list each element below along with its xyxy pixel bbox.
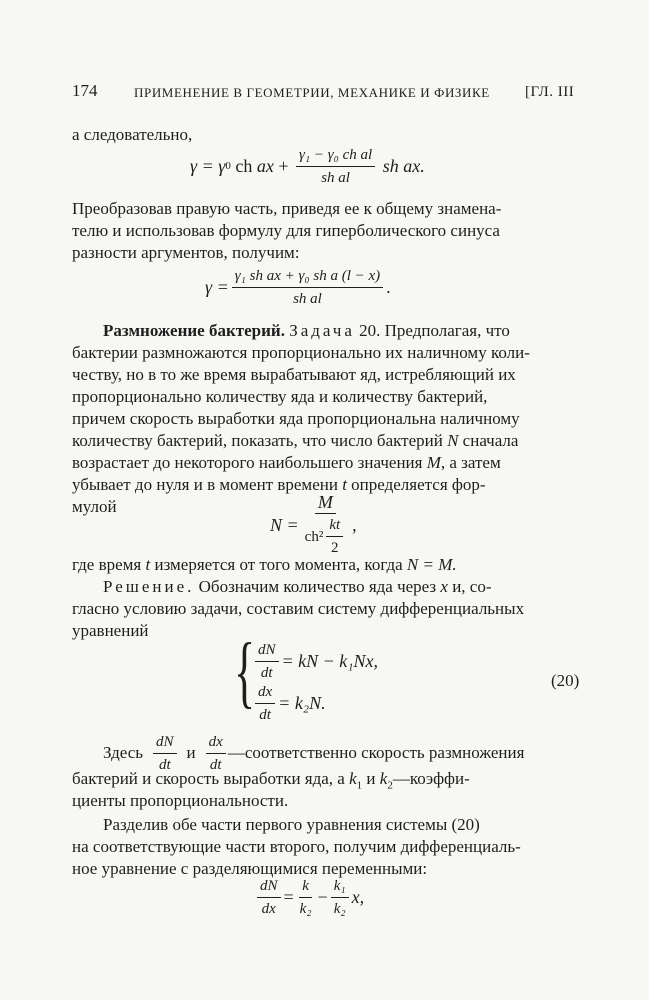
- intro-text: а следовательно,: [72, 125, 193, 144]
- p4-text-3: уравнений: [72, 621, 149, 640]
- f2-fraction: [232, 266, 383, 309]
- p2-text-6b: сначала: [462, 431, 519, 450]
- p6-line-3: [72, 858, 427, 881]
- p1-text-3: разности аргументов, получим:: [72, 243, 300, 262]
- p2-text-6a: количеству бактерий, показать, что число бактерий: [72, 431, 443, 450]
- f3-ch-squared: ch²: [304, 528, 324, 545]
- symbol-M: M: [426, 453, 441, 472]
- p4-text-1b: и, со-: [452, 577, 492, 596]
- symbol-t: t: [342, 475, 347, 494]
- sys2-num: dx: [255, 682, 275, 704]
- p2-line-9: [72, 496, 117, 519]
- p2-text-5: причем скорость выработки яда пропорциональна наличному: [72, 409, 520, 428]
- sys2-den: dt: [259, 707, 271, 723]
- p5-text-2b: и: [366, 769, 376, 788]
- f2-tail: .: [386, 277, 391, 298]
- p4-line-1: [103, 576, 492, 599]
- f5-equals: =: [283, 887, 294, 908]
- intro-line: [72, 124, 192, 147]
- f1-lhs: γ = γ: [190, 156, 226, 177]
- p6-line-2: [72, 836, 521, 859]
- f5-a-den: k₂: [299, 901, 312, 917]
- chapter-title: ПРИМЕНЕНИЕ В ГЕОМЕТРИИ, МЕХАНИКЕ И ФИЗИКЕ: [134, 85, 490, 100]
- f3-denominator: [302, 514, 349, 558]
- sys1-rhs: = kN − k₁Nx,: [281, 651, 379, 672]
- sys1-fraction: [255, 640, 279, 683]
- p2-line-4: [72, 386, 487, 409]
- p1-line-3: [72, 242, 300, 265]
- f1-plus: +: [273, 156, 293, 177]
- f1-denominator: sh al: [321, 170, 350, 186]
- symbol-N: N: [447, 431, 459, 450]
- p3-text-a: где время: [72, 555, 142, 574]
- p3-line: [72, 554, 457, 577]
- f2-denominator: sh al: [293, 291, 322, 307]
- p2-text-2: бактерии размножаются пропорционально их наличному коли-: [72, 343, 530, 362]
- task-label: Задача: [289, 321, 355, 340]
- f5-a-fraction: [297, 876, 315, 919]
- p4-line-2: [72, 598, 524, 621]
- p2-text-1: Предполагая, что: [384, 321, 510, 340]
- formula-gamma-1: [190, 145, 425, 188]
- f3-lhs: N =: [270, 514, 299, 535]
- p1-line-2: [72, 220, 500, 243]
- p2-text-7b: , а затем: [440, 453, 501, 472]
- f1-ch: ch: [230, 156, 257, 177]
- f5-tail: x,: [351, 887, 365, 908]
- f5-lhs-num: dN: [257, 876, 281, 898]
- p2-text-8b: определяется фор-: [351, 475, 486, 494]
- p2-text-4: пропорционально количеству яда и количеству бактерий,: [72, 387, 488, 406]
- system-eq-1: [252, 640, 378, 683]
- p5-line-3: [72, 790, 288, 813]
- p5-text-c: —соответственно скорость размножения: [227, 743, 525, 763]
- f2-numerator: γ₁ sh ax + γ₀ sh a (l − x): [232, 266, 383, 288]
- symbol-t-2: t: [145, 555, 151, 574]
- system-brace: {: [234, 628, 256, 716]
- f3-fraction: [302, 492, 349, 558]
- f1-sub: 0: [225, 160, 231, 173]
- k2-sub: 2: [387, 779, 393, 792]
- p6-text-1: Разделив обе части первого уравнения системы (20): [103, 815, 480, 834]
- solution-heading: Решение.: [103, 577, 195, 596]
- f2-lhs: γ =: [205, 277, 229, 298]
- f3-inner-fraction: [326, 515, 343, 558]
- p2-line-6: [72, 430, 518, 453]
- symbol-k1: k: [349, 769, 357, 788]
- p5-f1-den: dt: [158, 757, 171, 773]
- p5-text-2c: —коэффи-: [392, 769, 470, 788]
- f3-inner-num: kt: [326, 515, 343, 537]
- p2-text-9: мулой: [72, 497, 117, 516]
- f1-numerator: γ₁ − γ₀ ch al: [296, 145, 375, 167]
- f5-b-den: k₂: [333, 901, 346, 917]
- symbol-x: x: [440, 577, 448, 596]
- running-header: [72, 80, 592, 104]
- section-marker: [ГЛ. III: [525, 84, 575, 100]
- sys2-fraction: [255, 682, 275, 725]
- f3-inner-den: 2: [330, 540, 339, 556]
- k1-sub: 1: [356, 779, 363, 792]
- p5-text-b: и: [186, 743, 196, 763]
- p6-line-1: [103, 814, 480, 837]
- f5-lhs-den: dx: [261, 901, 276, 917]
- p1-line-1: [72, 198, 501, 221]
- section-heading-bacteria: Размножение бактерий.: [103, 321, 285, 340]
- p5-f1-num: dN: [153, 732, 177, 754]
- sys2-rhs: = k₂N.: [278, 693, 326, 714]
- f1-tail: sh ax.: [378, 156, 425, 177]
- p2-line-7: [72, 452, 501, 475]
- p4-text-2: гласно условию задачи, составим систему дифференциальных: [72, 599, 525, 618]
- p5-text-2a: бактерий и скорость выработки яда, а: [72, 769, 345, 788]
- f3-tail: ,: [352, 514, 357, 535]
- p5-text-3: циенты пропорциональности.: [72, 791, 289, 810]
- formula-dN-dx: [254, 876, 364, 919]
- f5-b-num: k₁: [331, 876, 349, 898]
- f5-lhs-fraction: [257, 876, 281, 919]
- p5-f2-den: dt: [209, 757, 222, 773]
- p2-line-5: [72, 408, 520, 431]
- p6-text-2: на соответствующие части второго, получим дифференциаль-: [72, 837, 521, 856]
- p2-line-3: [72, 364, 516, 387]
- sys1-num: dN: [255, 640, 279, 662]
- system-eq-2: [252, 682, 326, 725]
- f5-a-num: k: [299, 876, 312, 898]
- N-equals-M: N = M.: [406, 555, 457, 574]
- formula-N: [270, 492, 357, 558]
- f1-ax: ax: [256, 156, 274, 177]
- p2-text-3: честву, но в то же время вырабатывают яд, истребляющий их: [72, 365, 516, 384]
- p6-text-3: ное уравнение с разделяющимися переменными:: [72, 859, 428, 878]
- f1-fraction: [296, 145, 375, 188]
- symbol-k2: k: [379, 769, 388, 788]
- p1-text-1: Преобразовав правую часть, приведя ее к общему знамена-: [72, 199, 502, 218]
- task-number: 20.: [359, 321, 381, 340]
- p3-text-b: измеряется от того момента, когда: [154, 555, 403, 574]
- p2-text-7a: возрастает до некоторого наибольшего значения: [72, 453, 423, 472]
- p5-f2-num: dx: [206, 732, 226, 754]
- sys1-den: dt: [260, 665, 273, 681]
- formula-gamma-2: [205, 266, 391, 309]
- p2-line-1: [103, 320, 510, 343]
- p4-text-1a: Обозначим количество яда через: [198, 577, 437, 596]
- p5-text-a: Здесь: [103, 743, 144, 763]
- p4-line-3: [72, 620, 149, 643]
- p2-line-2: [72, 342, 530, 365]
- f5-minus: −: [317, 887, 328, 908]
- page-number: 174: [72, 81, 98, 100]
- f3-numerator: M: [315, 492, 336, 514]
- equation-number: (20): [551, 671, 580, 690]
- f5-b-fraction: [331, 876, 349, 919]
- p2-text-8a: убывает до нуля и в момент времени: [72, 475, 338, 494]
- p1-text-2: телю и использовав формулу для гиперболического синуса: [72, 221, 500, 240]
